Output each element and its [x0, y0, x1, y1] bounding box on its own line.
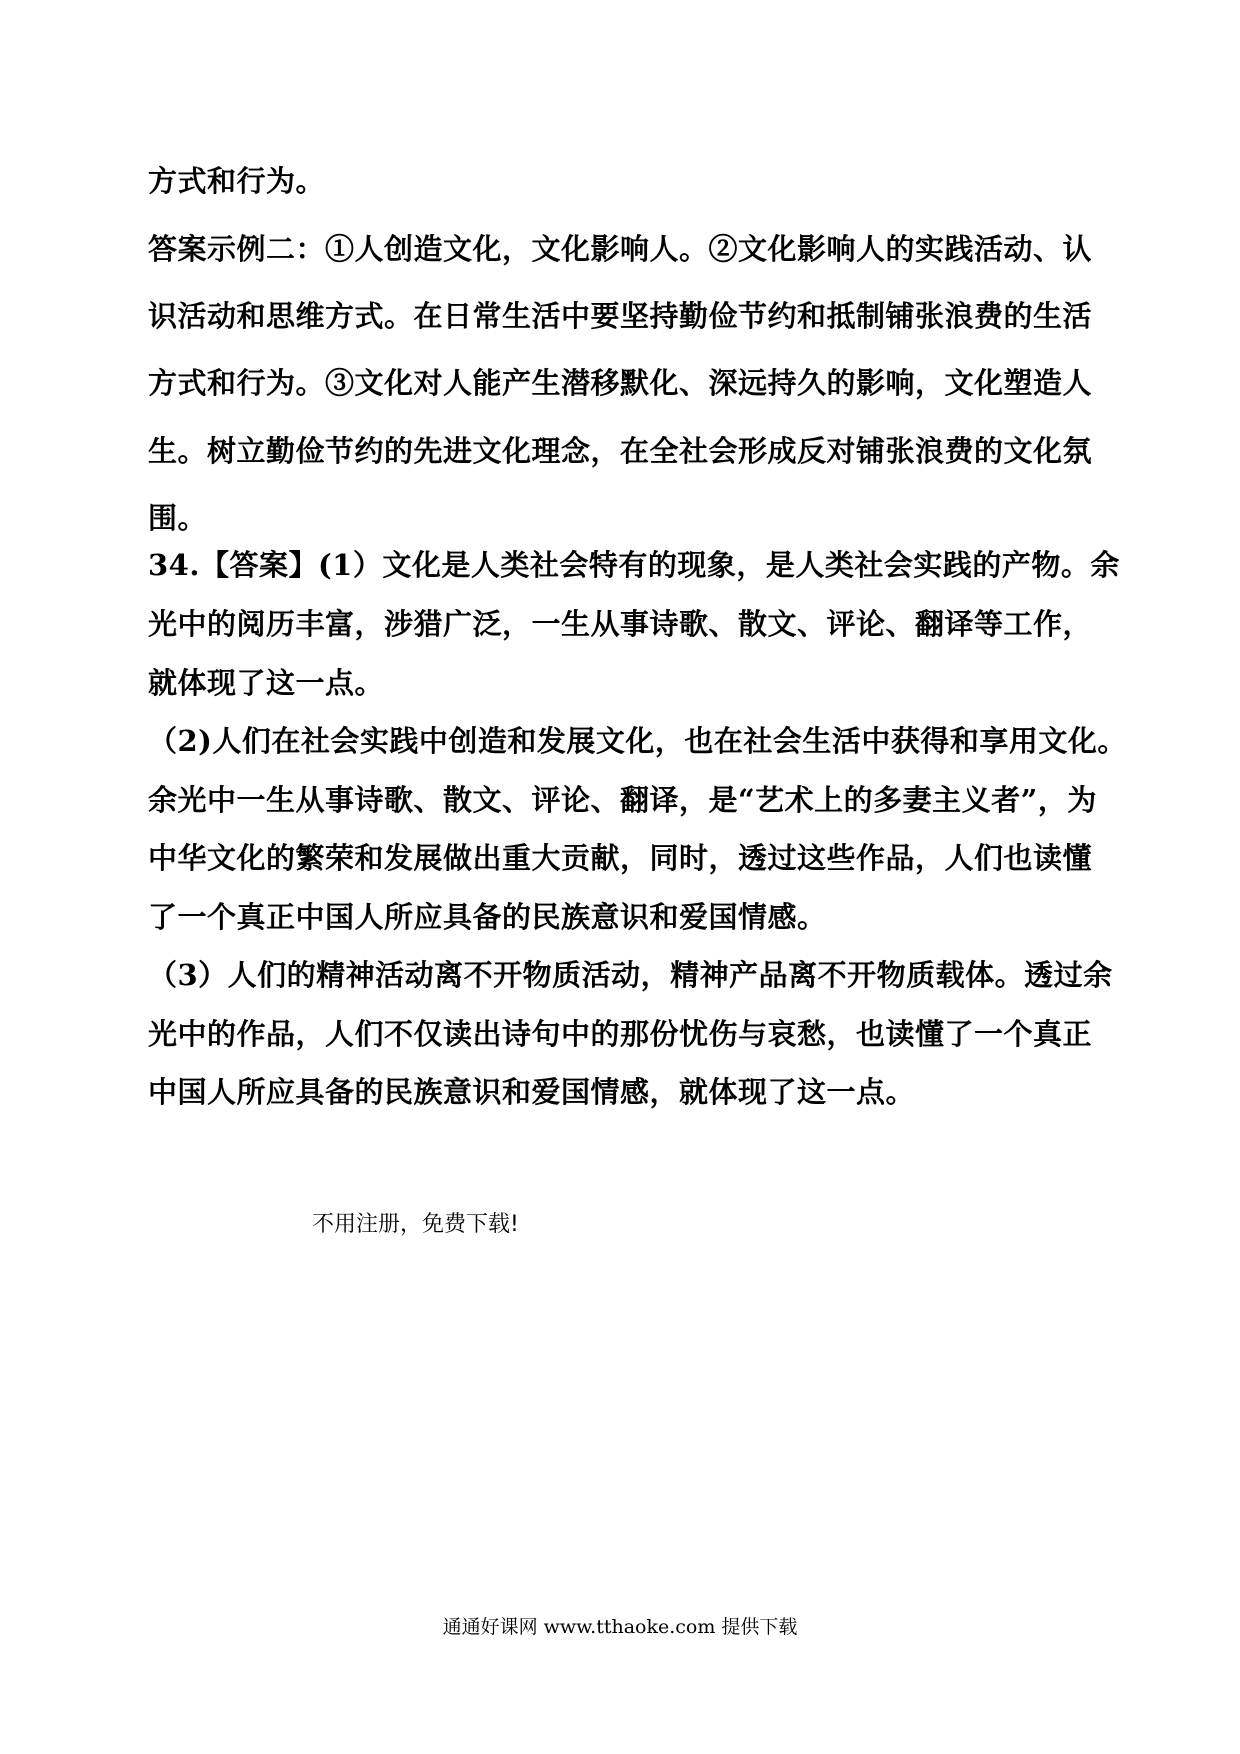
- text-line: 生。树立勤俭节约的先进文化理念，在全社会形成反对铺张浪费的文化氛: [148, 434, 1093, 468]
- text-line: 中华文化的繁荣和发展做出重大贡献，同时，透过这些作品，人们也读懂: [148, 841, 1093, 875]
- text-line: 余光中一生从事诗歌、散文、评论、翻译，是“艺术上的多妻主义者”，为: [148, 783, 1097, 817]
- promo-text: 不用注册，免费下载!: [312, 1212, 519, 1237]
- text-line: 方式和行为。③文化对人能产生潜移默化、深远持久的影响，文化塑造人: [148, 366, 1093, 400]
- page-footer: 通通好课网 www.tthaoke.com 提供下载: [442, 1616, 798, 1638]
- text-line: 光中的阅历丰富，涉猎广泛，一生从事诗歌、散文、评论、翻译等工作，: [148, 607, 1093, 641]
- text-line: 答案示例二：①人创造文化，文化影响人。②文化影响人的实践活动、认: [148, 232, 1093, 266]
- text-line: 方式和行为。: [148, 164, 326, 198]
- text-line: 就体现了这一点。: [148, 666, 385, 700]
- text-line: （3）人们的精神活动离不开物质活动，精神产品离不开物质载体。透过余: [148, 958, 1113, 992]
- text-line: 围。: [148, 501, 208, 535]
- text-line: 光中的作品，人们不仅读出诗句中的那份忧伤与哀愁，也读懂了一个真正: [148, 1017, 1093, 1051]
- text-line: 中国人所应具备的民族意识和爱国情感，就体现了这一点。: [148, 1075, 916, 1109]
- text-line: （2)人们在社会实践中创造和发展文化，也在社会生活中获得和享用文化。: [148, 724, 1127, 758]
- text-line: 识活动和思维方式。在日常生活中要坚持勤俭节约和抵制铺张浪费的生活: [148, 299, 1093, 333]
- text-line: 了一个真正中国人所应具备的民族意识和爱国情感。: [148, 900, 827, 934]
- text-line: 34.【答案】(1）文化是人类社会特有的现象，是人类社会实践的产物。余: [148, 548, 1120, 582]
